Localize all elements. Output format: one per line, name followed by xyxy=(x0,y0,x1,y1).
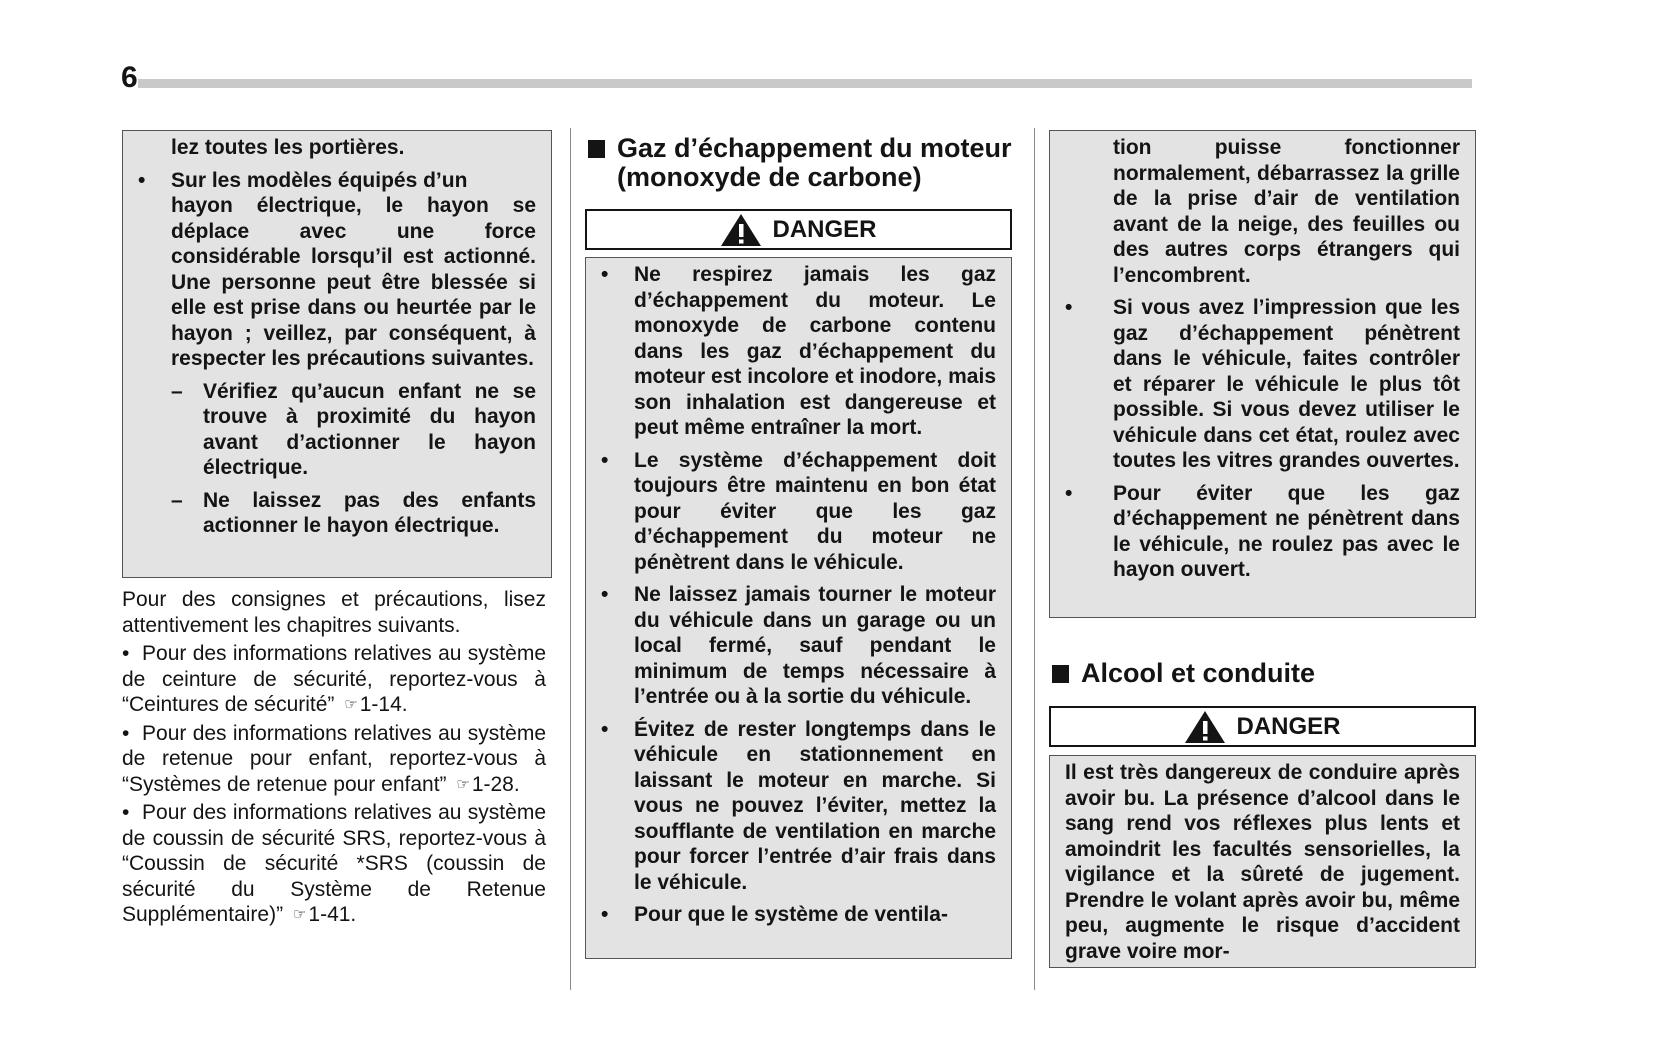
intro-paragraph: Pour des consignes et précautions, lisez attentivement les chapitres suivants. xyxy=(122,588,546,637)
list-item xyxy=(601,448,996,576)
square-bullet-icon xyxy=(588,140,605,158)
danger-box-exhaust xyxy=(585,257,1012,959)
square-bullet-icon xyxy=(1052,665,1069,683)
list-item-text: Pour éviter que les gaz d’échappement ne pénètrent dans le véhicule, ne roulez pas avec le hayon ouvert. xyxy=(1113,481,1460,581)
list-item xyxy=(1065,295,1460,474)
column-divider xyxy=(570,128,571,990)
danger-banner xyxy=(1049,706,1476,747)
list-item xyxy=(601,902,996,928)
list-item-text: hayon électrique, le hayon se déplace avec une force considérable lorsqu’il est actionné. Une personne peut être blessée si elle est prise dans ou heurtée par le hayon ; veillez, par conséquent, à respecter les précautions suivantes. xyxy=(171,194,536,370)
section-title: Alcool et conduite xyxy=(1081,658,1316,688)
warning-triangle-icon xyxy=(1184,710,1226,744)
dash-item xyxy=(138,488,536,539)
page-number: 6 xyxy=(121,61,138,94)
bullet-icon: • xyxy=(601,717,609,741)
continued-text: lez toutes les portières. xyxy=(171,136,405,159)
danger-label: DANGER xyxy=(1236,712,1341,740)
warning-triangle-icon xyxy=(720,213,762,247)
reference-page[interactable]: 1-41. xyxy=(308,903,357,926)
bullet-icon: • xyxy=(601,448,609,472)
list-item-text: Si vous avez l’impression que les gaz d’échappement pénètrent dans le véhicule, faites contrôler et réparer le véhicule le plus tôt possible. Si vous devez utiliser le véhicule dans cet état, roulez avec toutes les vitres grandes ouvertes. xyxy=(1113,296,1460,472)
section-heading-alcohol xyxy=(1052,659,1472,688)
list-item-text: Le système d’échappement doit toujours être maintenu en bon état pour éviter que les gaz d’échappement du moteur ne pénètrent dans le véhicule. xyxy=(634,448,996,574)
bullet-icon: • xyxy=(601,263,609,286)
list-item-text: Ne laissez jamais tourner le moteur du véhicule dans un garage ou un local fermé, sauf pendant le minimum de temps nécessaire à l’entrée ou à la sortie du véhicule. xyxy=(634,583,996,708)
reference-icon: ☞ xyxy=(344,696,358,713)
bullet-icon: • xyxy=(601,903,609,926)
reference-text: Pour des informations relatives au système de ceinture de sécurité, reportez-vous à “Ceintures de sécurité” xyxy=(122,642,546,716)
list-item-text: Évitez de rester longtemps dans le véhicule en stationnement en laissant le moteur en marche. Si vous ne pouvez l’éviter, mettez la soufflante de ventilation en marche pour forcer l’entrée d’air frais dans le véhicule. xyxy=(634,717,996,894)
reference-item xyxy=(122,800,546,928)
dash-item-text: Vérifiez qu’aucun enfant ne se trouve à proximité du hayon avant d’actionner le hayon électrique. xyxy=(203,379,536,479)
section-title: Gaz d’échappement du moteur (monoxyde de carbone) xyxy=(617,133,1012,192)
warning-box-tailgate xyxy=(122,130,552,578)
list-item xyxy=(601,717,996,896)
list-item xyxy=(138,168,536,372)
reference-icon: ☞ xyxy=(456,775,470,793)
dash-item xyxy=(138,379,536,481)
dash-icon: – xyxy=(171,488,183,512)
list-item-lead: Sur les modèles équipés d’un xyxy=(171,168,468,192)
reference-icon: ☞ xyxy=(292,906,307,923)
bullet-icon: • xyxy=(1065,296,1073,319)
continued-text: tion puisse fonctionner normalement, débarrassez la grille de la prise d’air de ventilation avant de la neige, des feuilles ou des autres corps étrangers qui l’encombrent. xyxy=(1113,136,1460,287)
danger-box-exhaust-continued xyxy=(1049,130,1476,618)
bullet-icon: • xyxy=(138,168,146,192)
header-rule xyxy=(138,79,1472,88)
bullet-icon: • xyxy=(601,583,609,606)
list-item xyxy=(601,262,996,441)
bullet-icon: • xyxy=(1065,481,1073,505)
reference-item xyxy=(122,721,546,798)
list-item-text: Pour que le système de ventila- xyxy=(634,903,948,926)
reference-text: Pour des informations relatives au système de retenue pour enfant, reportez-vous à “Systèmes de retenue pour enfant” xyxy=(122,721,546,796)
danger-text: Il est très dangereux de conduire après avoir bu. La présence d’alcool dans le sang rend vos réflexes plus lents et amoindrit les facultés sensorielles, la vigilance et la sûreté de jugement. Prendre le volant après avoir bu, même peu, augmente le risque d’accident grave voire mor- xyxy=(1065,761,1460,963)
list-item xyxy=(1065,481,1460,583)
bullet-icon: • xyxy=(122,642,130,665)
reference-page[interactable]: 1-14. xyxy=(359,693,408,716)
column-divider xyxy=(1034,128,1035,990)
reference-text: Pour des informations relatives au système de coussin de sécurité SRS, reportez-vous à “Coussin de sécurité *SRS (coussin de sécurité du Système de Retenue Supplémentaire)” xyxy=(122,801,546,926)
reference-item xyxy=(122,641,546,718)
danger-box-alcohol xyxy=(1049,755,1476,968)
instructions-text xyxy=(122,587,546,928)
danger-label: DANGER xyxy=(772,215,877,243)
dash-item-text: Ne laissez pas des enfants actionner le hayon électrique. xyxy=(203,488,536,537)
bullet-icon: • xyxy=(122,721,130,745)
bullet-icon: • xyxy=(122,801,130,824)
dash-icon: – xyxy=(171,379,183,403)
section-heading-exhaust xyxy=(588,134,1028,192)
list-item xyxy=(601,582,996,710)
list-item-text: Ne respirez jamais les gaz d’échappement du moteur. Le monoxyde de carbone contenu dans les gaz d’échappement du moteur est incolore et inodore, mais son inhalation est dangereuse et peut même entraîner la mort. xyxy=(634,263,996,439)
danger-banner xyxy=(585,209,1012,250)
reference-page[interactable]: 1-28. xyxy=(471,772,520,796)
